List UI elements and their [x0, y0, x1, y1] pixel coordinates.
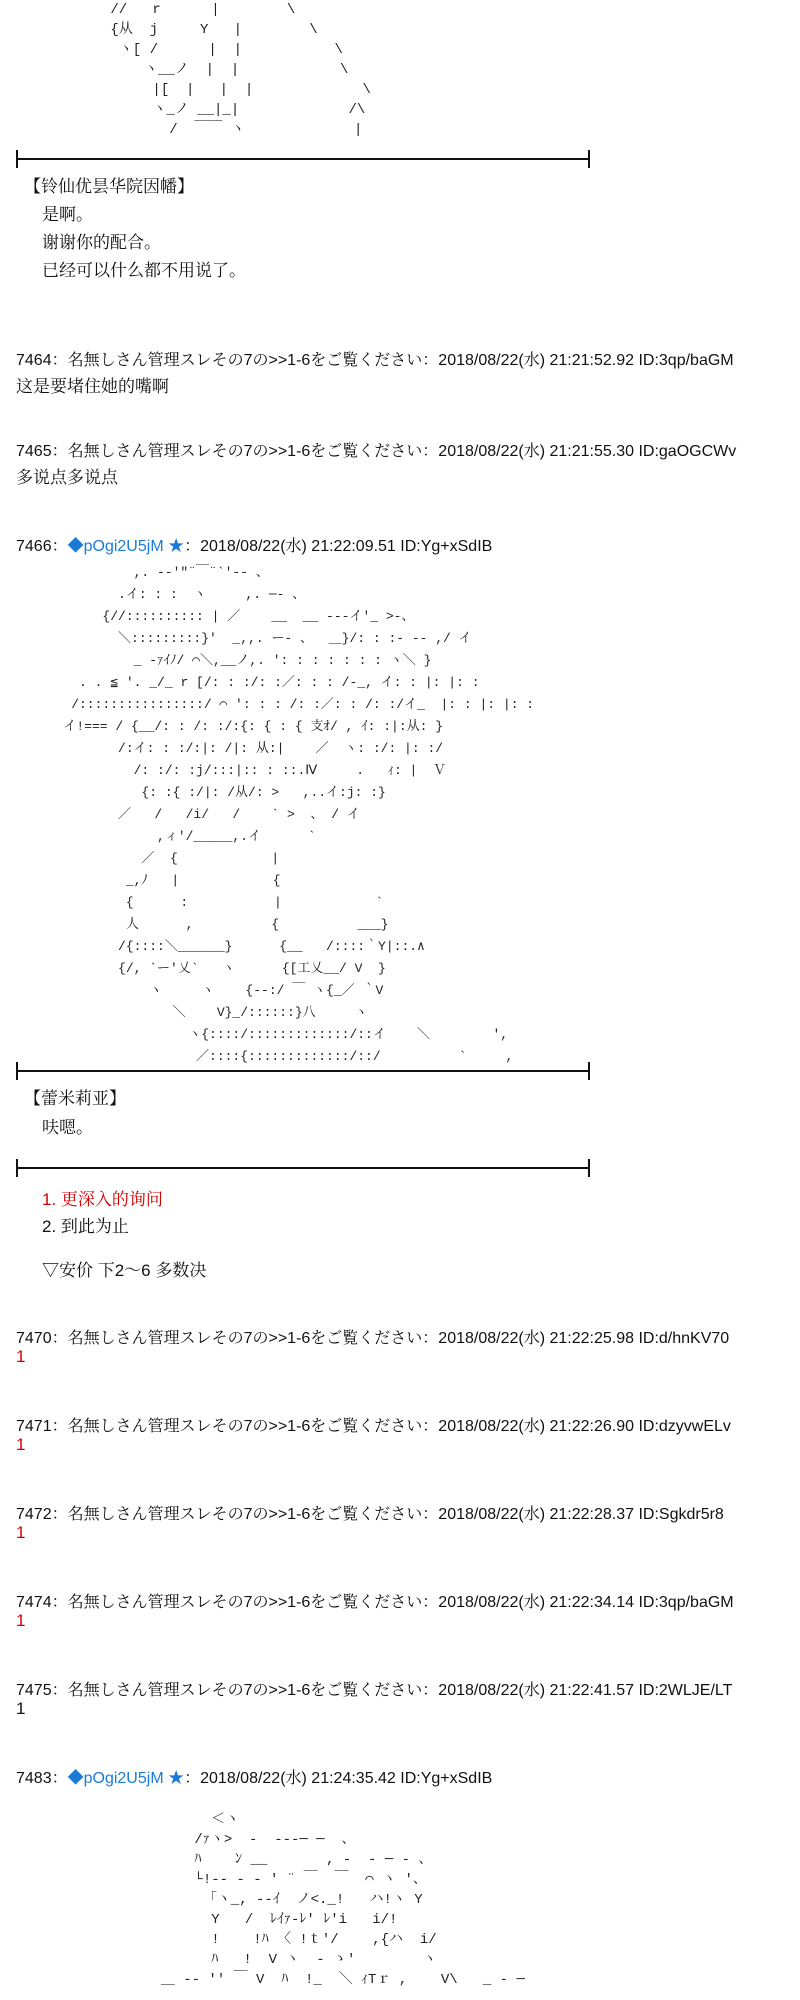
- post-header-7472: 7472：名無しさん管理スレその7の>>1-6をご覧ください：2018/08/22(水) 21:22:28.37 ID:Sgkdr5r8: [16, 1506, 724, 1523]
- star-icon: ★: [168, 538, 185, 555]
- post-meta: ：2018/08/22(水) 21:22:09.51 ID:Yg+xSdIB: [184, 538, 493, 555]
- option-1: 1. 更深入的询问: [42, 1190, 163, 1209]
- trip-code-link[interactable]: ◆pOgi2U5jM: [67, 538, 164, 555]
- star-icon: ★: [168, 1770, 185, 1787]
- post-header-7474: 7474：名無しさん管理スレその7の>>1-6をご覧ください：2018/08/22(水) 21:22:34.14 ID:3qp/baGM: [16, 1594, 734, 1611]
- scene-divider-1: [16, 158, 590, 160]
- option-2: 2. 到此为止: [42, 1217, 129, 1236]
- post-body-7474: 1: [16, 1611, 26, 1630]
- post-header-7483: [16, 1765, 492, 1788]
- scene-divider-3: [16, 1167, 590, 1169]
- post-body-7472: 1: [16, 1523, 26, 1542]
- post-number: 7483：: [16, 1770, 68, 1787]
- post-header-7475: 7475：名無しさん管理スレその7の>>1-6をご覧ください：2018/08/22(水) 21:22:41.57 ID:2WLJE/LT: [16, 1682, 733, 1699]
- speaker-name-reisen: 【铃仙优昙华院因幡】: [24, 177, 194, 196]
- post-body-7464: 这是要堵住她的嘴啊: [16, 377, 169, 396]
- dialogue-line: 已经可以什么都不用说了。: [42, 261, 246, 280]
- post-body-7475: 1: [16, 1699, 26, 1718]
- vote-instruction: ▽安价 下2～6 多数决: [42, 1261, 207, 1280]
- post-header-7471: 7471：名無しさん管理スレその7の>>1-6をご覧ください：2018/08/22(水) 21:22:26.90 ID:dzyvwELv: [16, 1418, 731, 1435]
- dialogue-line: 呋嗯。: [42, 1118, 93, 1137]
- post-header-7464: 7464：名無しさん管理スレその7の>>1-6をご覧ください：2018/08/22(水) 21:21:52.92 ID:3qp/baGM: [16, 352, 734, 369]
- ascii-art-top: // r | \ {从 j Y | \ ヽ[ / | | \ ヽ__ノ | | \ |[ | | | \ ヽ_ノ __|_| /\ / ￣￣ ヽ |: [110, 2, 371, 138]
- post-body-7471: 1: [16, 1435, 26, 1454]
- post-meta: ：2018/08/22(水) 21:24:35.42 ID:Yg+xSdIB: [184, 1770, 493, 1787]
- post-body-7465: 多说点多说点: [16, 468, 118, 487]
- ascii-art-bottom: ＜ヽ /ｧヽ> - ‐‐-─ ─ 、 ﾊ ﾝ __ , - ‐ ─ - 、 └!-‐ - ‐ ' ¨ ￣ ￣ ⌒ ヽ '、 「ヽ_, --ｲ ノ<._! ハ!ヽ Y Y / ﾚｲｧ-ﾚ' ﾚ'i i/! ! !ﾊ 〈 !ｔ'/ ,{ハ i/ ﾊ ! V ヽ ‐ ゝ' ヽ ＿ -‐ '' ￣ V ﾊ !_ ＼ ｨTｒ , V\ _ ‐ ─: [160, 1812, 525, 1988]
- post-header-7470: 7470：名無しさん管理スレその7の>>1-6をご覧ください：2018/08/22(水) 21:22:25.98 ID:d/hnKV70: [16, 1330, 730, 1347]
- ascii-art-remilia: ,. -‐'"¨￣¨`'‐- 、 .イ: : : ヽ ,. ─‐ 、 {//:::::::::: | ／ __ __ ---イ'_ >-、 ＼:::::::::}' _,,. ー- 、 ＿}/: : :- -- ,/ イ _ -ｧｲﾉ/ ⌒＼,__ノ,. ': : : : : : : ヽ＼ } . . ≦ '. _/_ r [/: : :/: :／: : : /-_, イ: : |: |: : /::::::::::::::::/ ⌒ ': : : /: :／: : /: :/イ_ |: : |: |: : イ!=== / {__/: : /: :/:{: { : { 支ｵ/ , ｲ: :|:从: } /:イ: : :/:|: /|: 从:| ／ ヽ: :/: |: :/ /: :/: :j/:::|:: : ::.Ⅳ . ｨ: | Ｖ {: :{ :/|: /从/: > ,..イ:j: :} ／ / /i/ / ` > 、 / イ ,ィ'/_____,.イ ` ／ { | _,ﾉ | { { : | ` 人 , { ___} /{::::＼______} {__ /::::｀Y|::.∧ {/, `ー'乂` ヽ {[工乂__/ V } ヽ ヽ {--:/ ￣ ヽ{_／ ｀V ＼ V}_/::::::}八 ヽ ヽ{::::/:::::::::::::/::イ ＼ ', ／::::{:::::::::::::/::/ ` ,: [63, 565, 535, 1064]
- dialogue-line: 谢谢你的配合。: [42, 233, 161, 252]
- post-header-7466: [16, 533, 492, 556]
- scene-divider-2: [16, 1070, 590, 1072]
- trip-code-link[interactable]: ◆pOgi2U5jM: [67, 1770, 164, 1787]
- speaker-name-remilia: 【蕾米莉亚】: [24, 1089, 126, 1108]
- post-number: 7466：: [16, 538, 68, 555]
- dialogue-line: 是啊。: [42, 205, 93, 224]
- post-header-7465: 7465：名無しさん管理スレその7の>>1-6をご覧ください：2018/08/22(水) 21:21:55.30 ID:gaOGCWv: [16, 443, 737, 460]
- post-body-7470: 1: [16, 1347, 26, 1366]
